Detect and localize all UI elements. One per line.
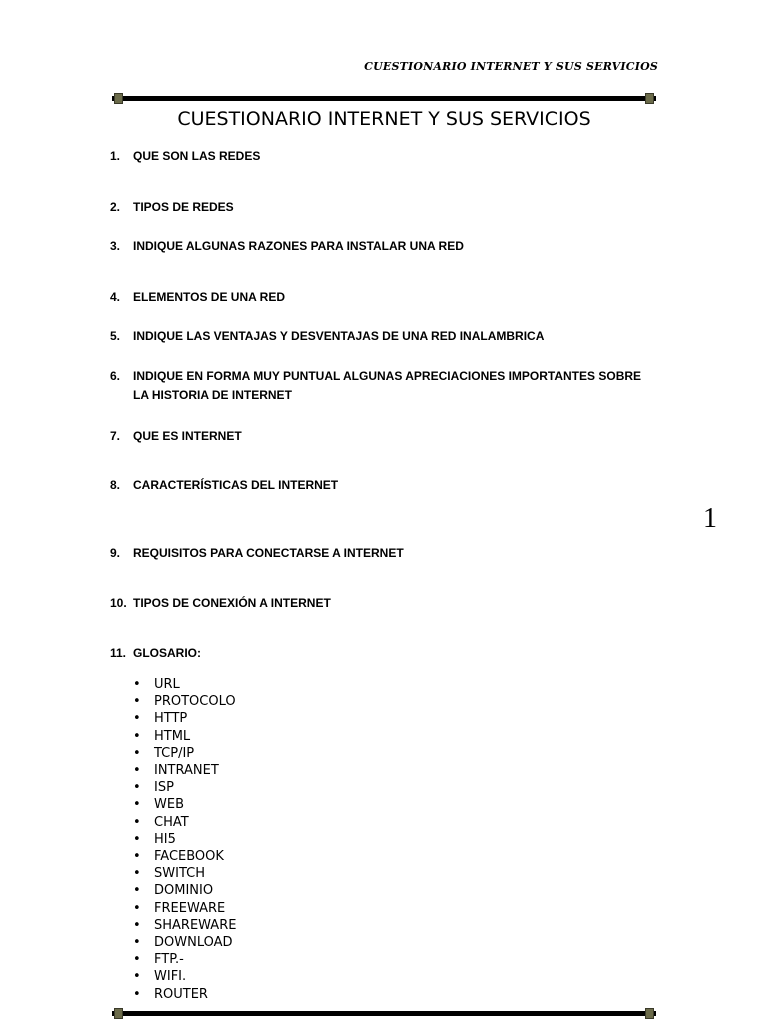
rule-cap-left [114,1008,123,1019]
glossary-list [133,676,236,1003]
glossary-term: SHAREWARE [154,917,237,933]
bullet-icon: • [133,917,141,933]
question-7 [110,427,670,446]
glossary-term: ROUTER [154,986,208,1002]
question-1 [110,147,670,166]
question-6 [110,367,658,405]
list-item [133,779,236,796]
question-text: INDIQUE EN FORMA MUY PUNTUAL ALGUNAS APRECIACIONES IMPORTANTES SOBRE LA HISTORIA DE INTERNET [133,369,642,402]
list-item [133,934,236,951]
bullet-icon: • [133,866,141,882]
bullet-icon: • [133,711,141,727]
question-4 [110,288,670,307]
list-item [133,728,236,745]
question-text: CARACTERÍSTICAS DEL INTERNET [133,478,339,492]
bullet-icon: • [133,814,141,830]
rule-cap-right [645,93,654,104]
list-item [133,951,236,968]
list-item [133,865,236,882]
bullet-icon: • [133,728,141,744]
bullet-icon: • [133,745,141,761]
question-5 [110,327,670,346]
question-text: QUE ES INTERNET [133,429,242,443]
question-number: 9. [110,546,121,560]
glossary-term: WIFI. [154,969,187,985]
glossary-term: TCP/IP [154,745,195,761]
bullet-icon: • [133,969,141,985]
glossary-term: WEB [154,797,184,813]
question-number: 4. [110,290,121,304]
bullet-icon: • [133,780,141,796]
glossary-term: URL [154,677,180,692]
rule-cap-left [114,93,123,104]
question-text: TIPOS DE CONEXIÓN A INTERNET [133,596,331,610]
list-item [133,762,236,779]
list-item [133,848,236,865]
bullet-icon: • [133,677,141,692]
bullet-icon: • [133,952,141,968]
question-number: 10. [110,596,127,610]
bullet-icon: • [133,900,141,916]
glossary-term: CHAT [154,814,189,830]
bullet-icon: • [133,935,141,951]
question-text: GLOSARIO: [133,646,201,660]
bullet-icon: • [133,831,141,847]
list-item [133,710,236,727]
glossary-term: FACEBOOK [154,849,224,865]
glossary-term: HTML [154,728,191,744]
bullet-icon: • [133,849,141,865]
glossary-term: HI5 [154,831,176,847]
question-number: 11. [110,646,127,660]
glossary-term: FREEWARE [154,900,226,916]
question-number: 6. [110,369,121,383]
question-text: QUE SON LAS REDES [133,149,261,163]
header-rule [112,96,656,101]
question-10 [110,594,670,613]
bullet-icon: • [133,763,141,779]
question-text: INDIQUE LAS VENTAJAS Y DESVENTAJAS DE UNA RED INALAMBRICA [133,329,545,343]
bullet-icon: • [133,986,141,1002]
question-number: 1. [110,149,121,163]
question-11 [110,644,670,663]
document-title: CUESTIONARIO INTERNET Y SUS SERVICIOS [177,108,591,130]
footer-rule [112,1011,656,1016]
question-number: 8. [110,478,121,492]
question-number: 2. [110,200,121,214]
question-number: 5. [110,329,121,343]
glossary-term: ISP [154,780,174,796]
glossary-term: DOMINIO [154,883,214,899]
glossary-term: DOWNLOAD [154,935,233,951]
running-header: CUESTIONARIO INTERNET Y SUS SERVICIOS [364,60,658,73]
bullet-icon: • [133,694,141,710]
glossary-term: SWITCH [154,866,205,882]
list-item [133,831,236,848]
rule-cap-right [645,1008,654,1019]
list-item [133,745,236,762]
bullet-icon: • [133,883,141,899]
list-item [133,796,236,813]
list-item [133,676,236,693]
glossary-term: FTP.- [154,952,184,968]
list-item [133,900,236,917]
question-2 [110,198,670,217]
question-8 [110,476,670,495]
list-item [133,917,236,934]
glossary-term: PROTOCOLO [154,694,236,710]
list-item [133,986,236,1003]
bullet-icon: • [133,797,141,813]
glossary-term: HTTP [154,711,188,727]
question-text: TIPOS DE REDES [133,200,234,214]
list-item [133,968,236,985]
question-3 [110,237,670,256]
question-text: INDIQUE ALGUNAS RAZONES PARA INSTALAR UNA RED [133,239,464,253]
question-number: 7. [110,429,121,443]
page-number: 1 [703,503,717,534]
list-item [133,814,236,831]
list-item [133,882,236,899]
question-text: ELEMENTOS DE UNA RED [133,290,286,304]
question-number: 3. [110,239,121,253]
list-item [133,693,236,710]
question-9 [110,544,670,563]
glossary-term: INTRANET [154,763,219,779]
question-text: REQUISITOS PARA CONECTARSE A INTERNET [133,546,404,560]
